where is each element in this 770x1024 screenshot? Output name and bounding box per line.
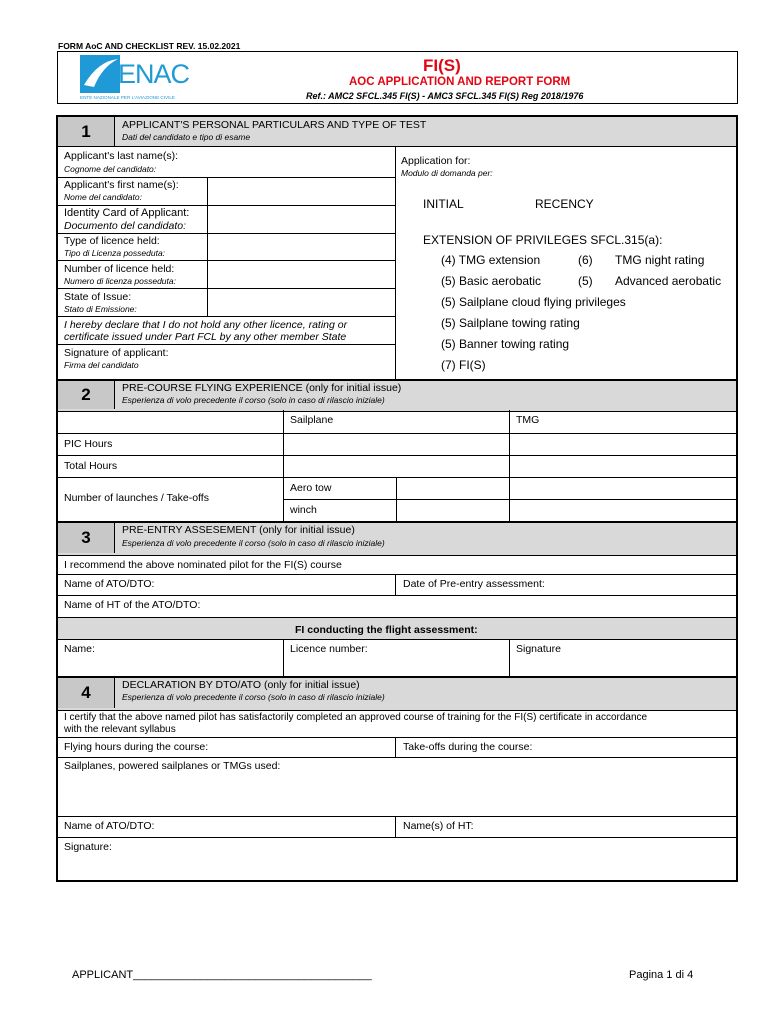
last-name-label-it: Cognome del candidato:	[64, 164, 157, 174]
form-reference: Ref.: AMC2 SFCL.345 FI(S) - AMC3 SFCL.345 FI(S) Reg 2018/1976	[306, 91, 584, 101]
section4-title-it: Esperienza di volo precedente il corso (solo in caso di rilascio iniziale)	[122, 692, 385, 702]
declaration-line-1: I hereby declare that I do not hold any other licence, rating or	[64, 319, 348, 331]
fi-licence-number-label: Licence number:	[290, 643, 368, 655]
ato-name-label: Name of ATO/DTO:	[64, 578, 155, 590]
enac-logo	[80, 55, 196, 101]
recommend-statement: I recommend the above nominated pilot for the FI(S) course	[64, 559, 342, 571]
pic-hours-tmg-input[interactable]	[512, 436, 734, 453]
option-tmg-night-num: (6)	[578, 253, 593, 267]
total-hours-sailplane-input[interactable]	[286, 458, 507, 475]
licence-type-input[interactable]	[210, 235, 392, 259]
winch-label: winch	[290, 504, 317, 516]
form-subtitle: AOC APPLICATION AND REPORT FORM	[349, 76, 571, 88]
section4-number: 4	[58, 678, 115, 708]
applicant-signature-field[interactable]	[210, 346, 392, 376]
last-name-label: Applicant's last name(s):	[64, 150, 179, 162]
fi-conducting-label: FI conducting the flight assessment:	[295, 624, 478, 636]
recency-option[interactable]: RECENCY	[535, 197, 594, 211]
section4-title: DECLARATION BY DTO/ATO (only for initial issue)	[122, 679, 360, 691]
section3-title-it: Esperienza di volo precedente il corso (solo in caso di rilascio iniziale)	[122, 538, 385, 548]
option-banner-towing[interactable]: (5) Banner towing rating	[441, 337, 570, 351]
option-fis[interactable]: (7) FI(S)	[441, 358, 486, 372]
footer-applicant: APPLICANT_______________________________________	[72, 969, 372, 981]
licence-number-input[interactable]	[210, 263, 392, 287]
licence-number-label-it: Numero di licenza posseduta:	[64, 276, 176, 286]
identity-card-input[interactable]	[210, 207, 392, 231]
dto-signature-label: Signature:	[64, 841, 112, 853]
logo-text: ENAC	[118, 59, 190, 89]
section2-number: 2	[58, 381, 115, 409]
flying-hours-label: Flying hours during the course:	[64, 741, 209, 753]
option-advanced-num: (5)	[578, 274, 593, 288]
first-name-label: Applicant's first name(s):	[64, 179, 179, 191]
application-for-label: Application for:	[401, 155, 471, 167]
section1-number: 1	[58, 117, 115, 146]
form-title: FI(S)	[423, 56, 461, 75]
section3-number: 3	[58, 523, 115, 553]
applicant-signature-label-it: Firma del candidato	[64, 360, 139, 370]
pic-hours-sailplane-input[interactable]	[286, 436, 507, 453]
section1-title-it: Dati del candidato e tipo di esame	[122, 132, 251, 142]
winch-input[interactable]	[399, 502, 507, 520]
launches-label: Number of launches / Take-offs	[64, 492, 209, 504]
option-tmg-extension[interactable]: (4) TMG extension	[441, 253, 541, 267]
section3-title: PRE-ENTRY ASSESEMENT (only for initial issue)	[122, 524, 355, 536]
total-hours-label: Total Hours	[64, 460, 118, 472]
initial-option[interactable]: INITIAL	[423, 197, 464, 211]
identity-card-label-it: Documento del candidato:	[64, 220, 186, 232]
pic-hours-label: PIC Hours	[64, 438, 113, 450]
certify-line-1: I certify that the above named pilot has satisfactorily completed an approved course of training for the FI(S) certificate in accordance	[64, 712, 648, 723]
enac-swoosh-icon	[80, 55, 120, 93]
section2-title-it: Esperienza di volo precedente il corso (solo in caso di rilascio iniziale)	[122, 395, 385, 405]
total-hours-tmg-input[interactable]	[512, 458, 734, 475]
section2-title: PRE-COURSE FLYING EXPERIENCE (only for initial issue)	[122, 382, 402, 394]
fi-signature-label: Signature	[516, 643, 561, 655]
state-of-issue-input[interactable]	[210, 291, 392, 315]
application-for-label-it: Modulo di domanda per:	[401, 168, 493, 178]
option-cloud-flying[interactable]: (5) Sailplane cloud flying privileges	[441, 295, 626, 309]
state-of-issue-label: State of Issue:	[64, 291, 132, 303]
form-code: FORM AoC AND CHECKLIST REV. 15.02.2021	[58, 41, 241, 51]
licence-type-label-it: Tipo di Licenza posseduta:	[64, 248, 166, 258]
licence-number-label: Number of licence held:	[64, 263, 175, 275]
ato-name-label-4: Name of ATO/DTO:	[64, 820, 155, 832]
declaration-line-2: certificate issued under Part FCL by any other member State	[64, 331, 347, 343]
identity-card-label: Identity Card of Applicant:	[64, 207, 190, 219]
first-name-label-it: Nome del candidato:	[64, 192, 142, 202]
footer-page-number: Pagina 1 di 4	[629, 969, 694, 981]
first-name-input[interactable]	[210, 179, 392, 203]
applicant-signature-label: Signature of applicant:	[64, 347, 169, 359]
fi-name-label: Name:	[64, 643, 95, 655]
last-name-input[interactable]	[210, 149, 392, 175]
logo-subtitle: ENTE NAZIONALE PER L'AVIAZIONE CIVILE	[80, 95, 175, 100]
col-tmg: TMG	[516, 414, 540, 426]
licence-type-label: Type of licence held:	[64, 235, 160, 247]
date-pre-entry-label: Date of Pre-entry assessment:	[403, 578, 545, 590]
certify-line-2: with the relevant syllabus	[64, 724, 176, 735]
ht-name-label: Name of HT of the ATO/DTO:	[64, 599, 201, 611]
extension-label: EXTENSION OF PRIVILEGES SFCL.315(a):	[423, 233, 663, 247]
col-sailplane: Sailplane	[290, 414, 334, 426]
option-tmg-night-rating[interactable]: TMG night rating	[615, 253, 705, 267]
ht-names-label: Name(s) of HT:	[403, 820, 474, 832]
aero-tow-label: Aero tow	[290, 482, 332, 494]
takeoffs-label: Take-offs during the course:	[403, 741, 533, 753]
option-advanced-aerobatic[interactable]: Advanced aerobatic	[615, 274, 722, 288]
option-sailplane-towing[interactable]: (5) Sailplane towing rating	[441, 316, 580, 330]
option-basic-aerobatic[interactable]: (5) Basic aerobatic	[441, 274, 542, 288]
section1-title: APPLICANT'S PERSONAL PARTICULARS AND TYPE OF TEST	[122, 119, 427, 131]
aero-tow-input[interactable]	[399, 480, 507, 497]
state-of-issue-label-it: Stato di Emissione:	[64, 304, 137, 314]
aircraft-used-label: Sailplanes, powered sailplanes or TMGs used:	[64, 760, 281, 772]
tmg-launches-input[interactable]	[512, 480, 734, 520]
